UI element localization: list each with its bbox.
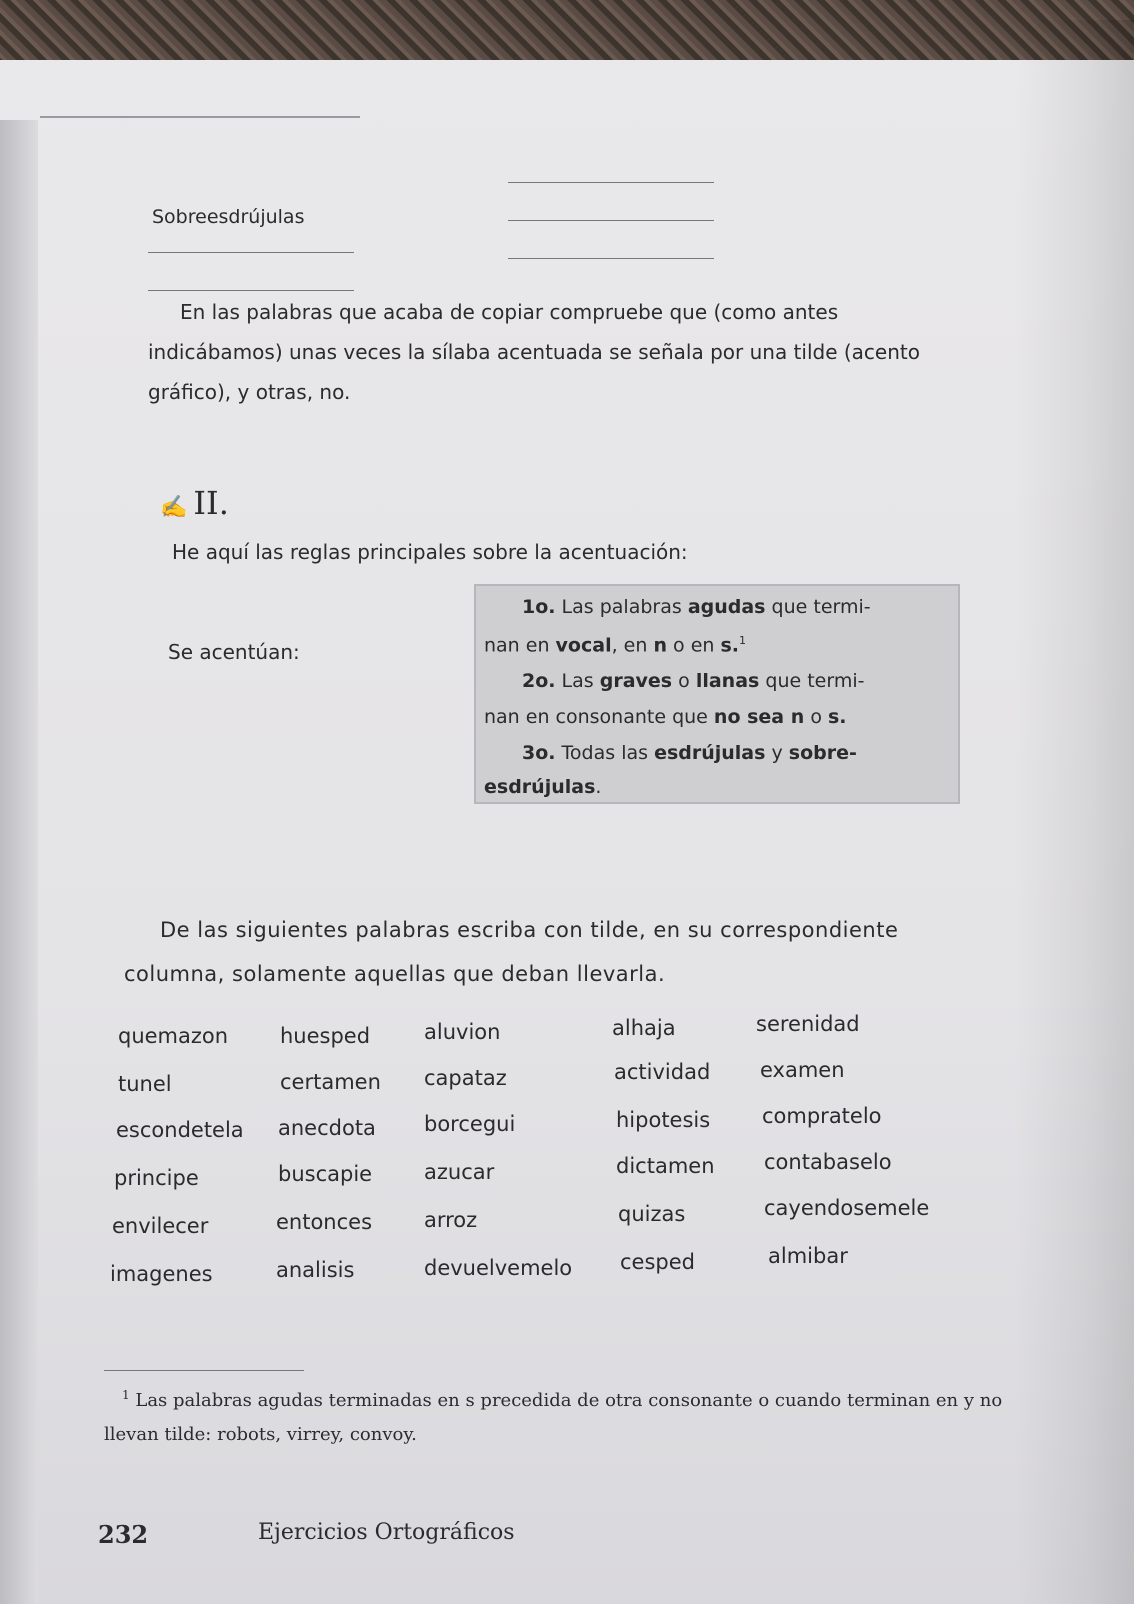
word: almibar xyxy=(768,1244,848,1268)
word: borcegui xyxy=(424,1112,516,1136)
word: azucar xyxy=(424,1160,495,1184)
section-number: II. xyxy=(193,484,229,522)
word: analisis xyxy=(276,1258,355,1282)
exercise-instructions xyxy=(124,908,984,996)
footnote-text: Las palabras agudas terminadas en s precedida de otra consonante o cuando terminan en y no llevan tilde: robots, virrey, convoy. xyxy=(104,1390,1003,1445)
word: escondetela xyxy=(116,1118,244,1142)
word: examen xyxy=(760,1058,845,1082)
rule-1-line-2: nan en vocal, en n o en s.$^1$ xyxy=(484,634,747,657)
word: alhaja xyxy=(612,1016,676,1040)
word: capataz xyxy=(424,1066,507,1090)
word: principe xyxy=(114,1166,199,1190)
rule-2-line-1: 2o. Las graves o llanas que termi- xyxy=(522,670,865,692)
word: contabaselo xyxy=(764,1150,892,1174)
rules-box xyxy=(474,584,960,804)
word: envilecer xyxy=(112,1214,209,1238)
se-acentuan-label: Se acentúan: xyxy=(168,640,300,664)
word: cayendosemele xyxy=(764,1196,930,1220)
heading-sobreesdrujulas: Sobreesdrújulas xyxy=(152,206,305,228)
word: tunel xyxy=(118,1072,172,1096)
word: anecdota xyxy=(278,1116,376,1140)
rules-intro: He aquí las reglas principales sobre la acentuación: xyxy=(172,540,688,564)
writing-hand-icon: ✍ xyxy=(160,495,188,520)
answer-blank[interactable] xyxy=(148,252,354,253)
rule-3-line-1: 3o. Todas las esdrújulas y sobre- xyxy=(522,742,857,764)
answer-blank[interactable] xyxy=(508,182,714,183)
answer-blank[interactable] xyxy=(508,258,714,259)
intro-paragraph xyxy=(148,292,938,412)
word: dictamen xyxy=(616,1154,715,1178)
word: entonces xyxy=(276,1210,373,1234)
rule-1-line-1: 1o. Las palabras agudas que termi- xyxy=(522,596,871,618)
word: serenidad xyxy=(756,1012,860,1036)
word: huesped xyxy=(280,1024,371,1048)
word: aluvion xyxy=(424,1020,501,1044)
exercise-instructions-text: De las siguientes palabras escriba con tilde, en su correspondiente columna, solamente aquellas que deban llevarla. xyxy=(124,918,899,986)
word: imagenes xyxy=(110,1262,213,1286)
word: cesped xyxy=(620,1250,695,1274)
page-number: 232 xyxy=(98,1520,149,1549)
footnote xyxy=(104,1378,1024,1452)
book-title: Ejercicios Ortográficos xyxy=(258,1520,515,1545)
word: compratelo xyxy=(762,1104,882,1128)
word: devuelvemelo xyxy=(424,1256,573,1280)
rule-3-line-2: esdrújulas. xyxy=(484,776,602,798)
word: quizas xyxy=(618,1202,686,1226)
intro-paragraph-text: En las palabras que acaba de copiar compruebe que (como antes indicábamos) unas veces la sílaba acentuada se señala por una tilde (acento gráfico), y otras, no. xyxy=(148,300,920,404)
rule-2-line-2: nan en consonante que no sea n o s. xyxy=(484,706,847,728)
footnote-rule xyxy=(104,1370,304,1371)
answer-blank[interactable] xyxy=(508,220,714,221)
section-heading xyxy=(160,484,229,522)
word: buscapie xyxy=(278,1162,373,1186)
word: hipotesis xyxy=(616,1108,711,1132)
word: arroz xyxy=(424,1208,478,1232)
word: actividad xyxy=(614,1060,711,1084)
word: certamen xyxy=(280,1070,381,1094)
footnote-mark: 1 xyxy=(122,1388,130,1402)
answer-blank[interactable] xyxy=(148,290,354,291)
word: quemazon xyxy=(118,1024,229,1048)
